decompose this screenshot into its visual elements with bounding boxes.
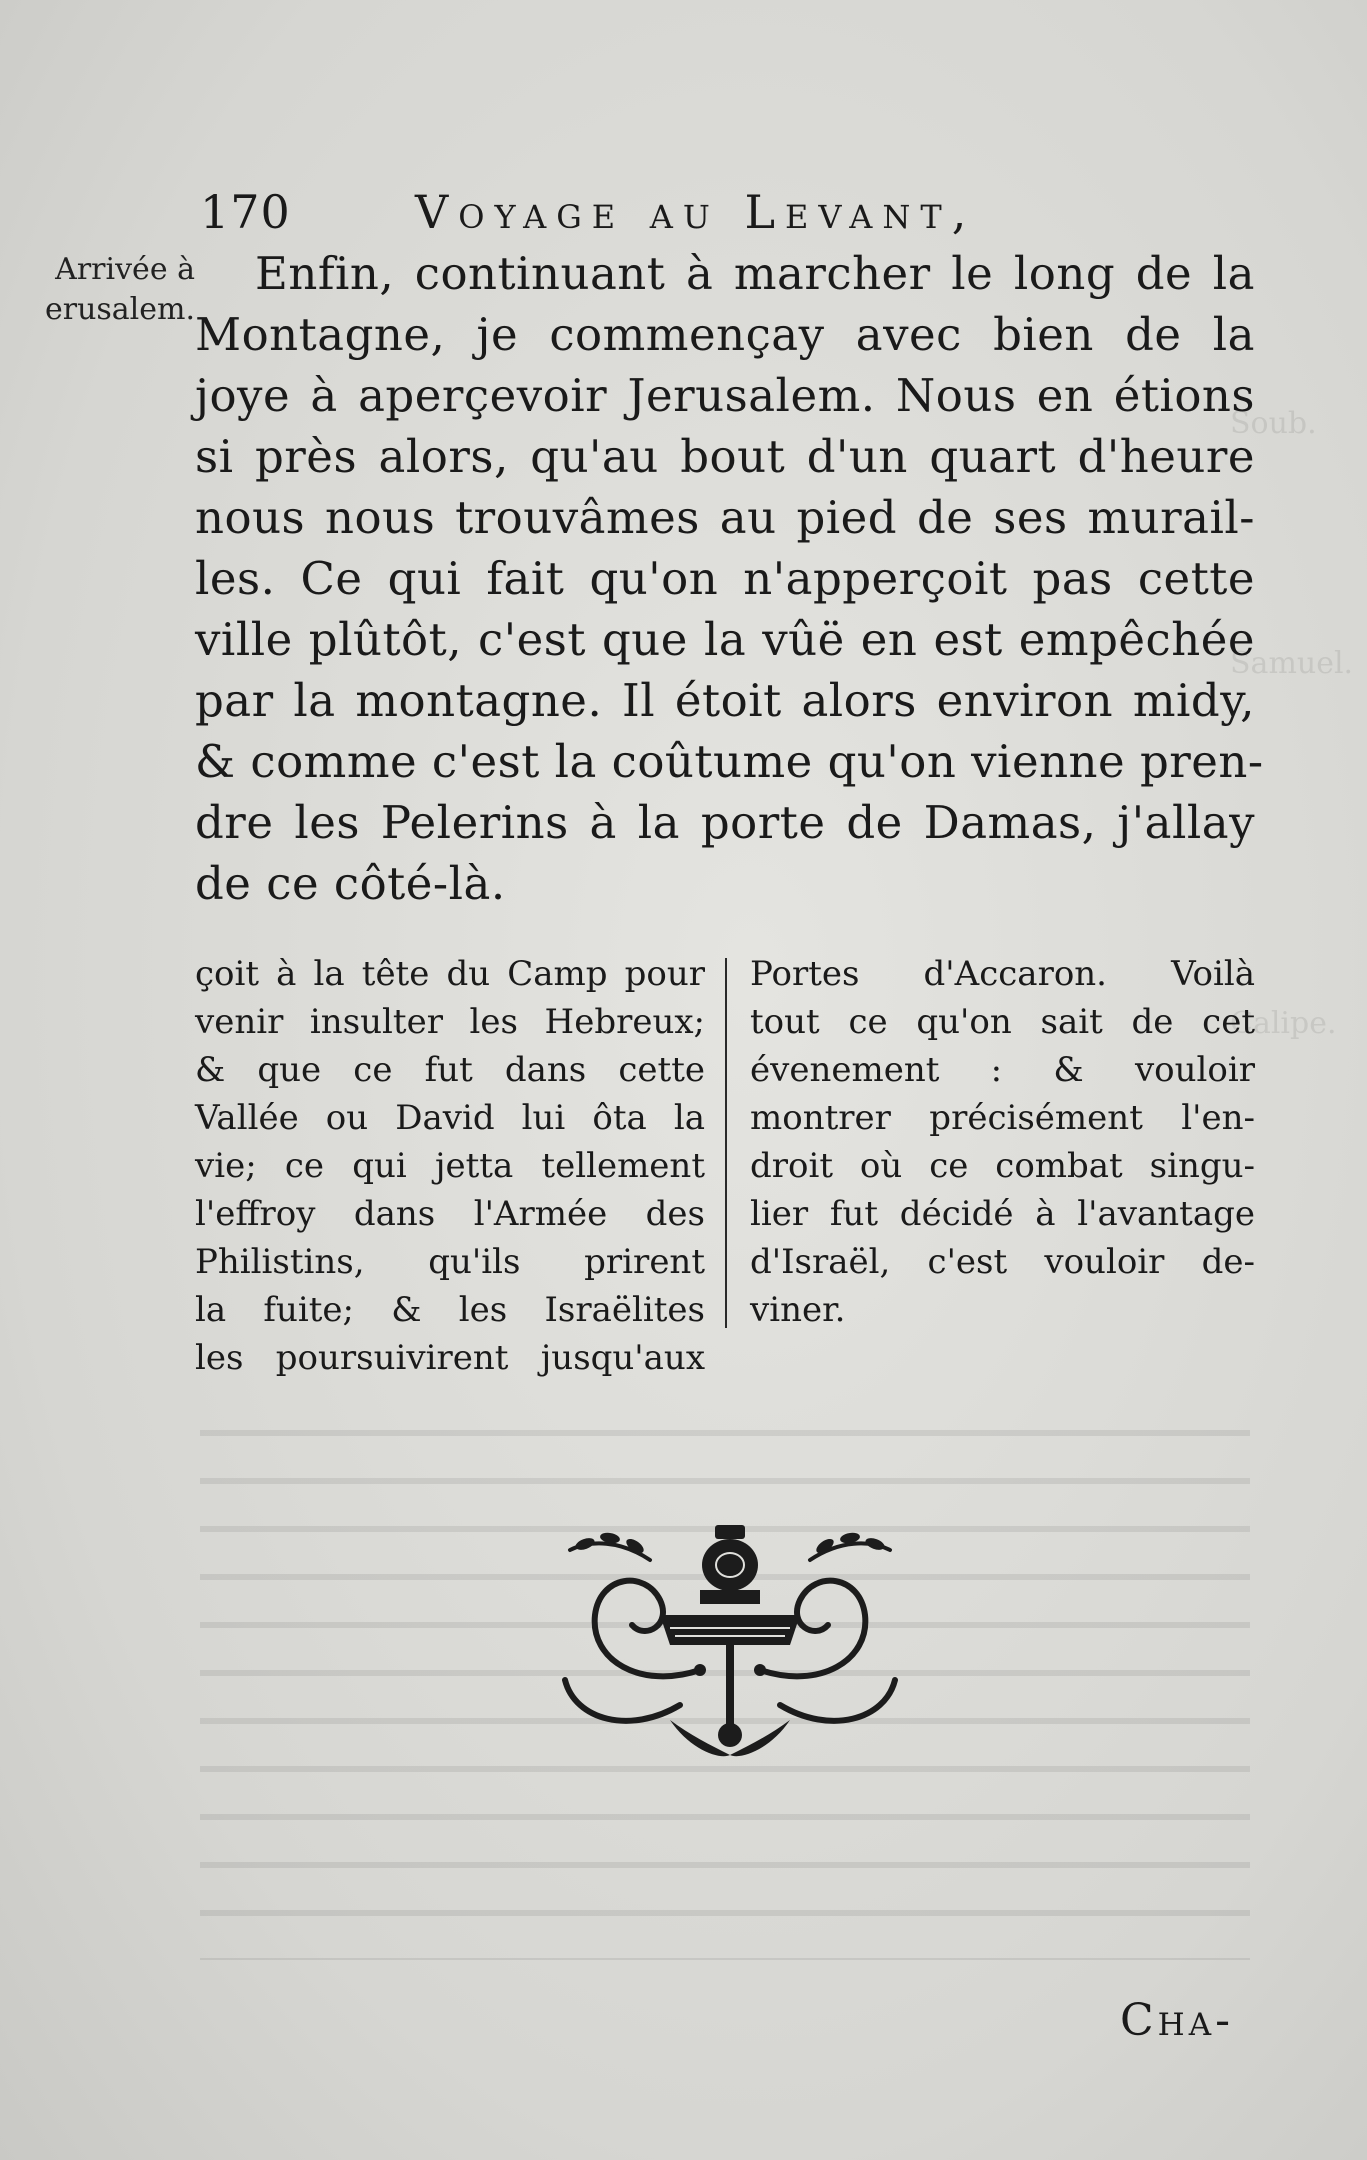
footnote-line: Vallée ou David lui ôta la [195, 1098, 705, 1138]
catchword: Cha- [1120, 1995, 1234, 2046]
footnote-line: Portes d'Accaron. Voilà [750, 954, 1255, 994]
footnote-line: la fuite; & les Israëlites [195, 1290, 705, 1330]
paragraph-line: si près alors, qu'au bout d'un quart d'heure [195, 430, 1255, 483]
footnotes [195, 950, 1265, 1390]
footnote-line: évenement : & vouloir [750, 1050, 1255, 1090]
footnote-column-left [195, 950, 705, 1382]
footnote-line: lier fut décidé à l'avantage [750, 1194, 1255, 1234]
page-number: 170 [200, 185, 291, 239]
margin-note [0, 250, 195, 330]
running-title: Voyage au Levant, [415, 185, 977, 239]
main-paragraph [195, 243, 1264, 914]
paragraph-line: de ce côté-là. [195, 857, 506, 910]
paragraph-line: dre les Pelerins à la porte de Damas, j'allay [195, 796, 1255, 849]
footnote-column-right [750, 950, 1255, 1334]
footnote-line: viner. [750, 1290, 846, 1330]
show-through-texture: Calipe. [1230, 1006, 1337, 1041]
paragraph-line: Enfin, continuant à marcher le long de la [255, 247, 1255, 300]
paragraph-line: les. Ce qui fait qu'on n'apperçoit pas cette [195, 552, 1255, 605]
footnote-line: l'effroy dans l'Armée des [195, 1194, 705, 1234]
footnote-line: vie; ce qui jetta tellement [195, 1146, 705, 1186]
margin-note-line: Arrivée à [55, 252, 195, 287]
footnote-line: montrer précisément l'en- [750, 1098, 1255, 1138]
paragraph-line: & comme c'est la coûtume qu'on vienne pren- [195, 735, 1264, 788]
paragraph-line: Montagne, je commençay avec bien de la [195, 308, 1255, 361]
footnote-line: Philistins, qu'ils prirent [195, 1242, 705, 1282]
footnote-line: d'Israël, c'est vouloir de- [750, 1242, 1255, 1282]
fleuron-ornament-icon [550, 1520, 910, 1770]
show-through-texture: Soub. [1230, 406, 1317, 441]
footnote-line: venir insulter les Hebreux; [195, 1002, 705, 1042]
footnote-line: & que ce fut dans cette [195, 1050, 705, 1090]
paragraph-line: nous nous trouvâmes au pied de ses murail- [195, 491, 1255, 544]
footnote-line: droit où ce combat singu- [750, 1146, 1255, 1186]
paragraph-line: joye à aperçevoir Jerusalem. Nous en étions [195, 369, 1255, 422]
footnote-line: çoit à la tête du Camp pour [195, 954, 705, 994]
column-divider [725, 958, 727, 1328]
paragraph-line: ville plûtôt, c'est que la vûë en est empêchée [195, 613, 1255, 666]
paragraph-line: par la montagne. Il étoit alors environ midy, [195, 674, 1255, 727]
footnote-line: tout ce qu'on sait de cet [750, 1002, 1255, 1042]
footnote-line: les poursuivirent jusqu'aux [195, 1338, 705, 1378]
show-through-texture: Samuel. [1230, 646, 1354, 681]
page-header [200, 185, 1080, 245]
margin-note-line: erusalem. [44, 292, 195, 327]
